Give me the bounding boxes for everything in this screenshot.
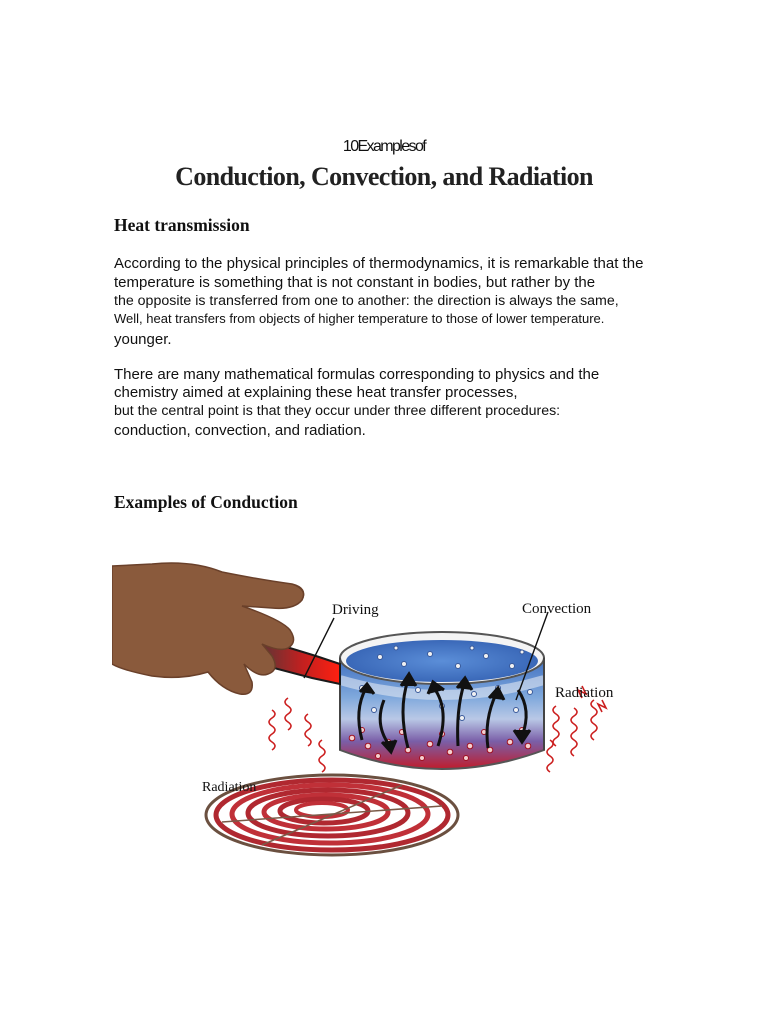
radiation-label-right: Radiation: [555, 685, 614, 701]
paragraph-line: but the central point is that they occur under three different procedures:: [114, 403, 561, 419]
radiation-label-left: Radiation: [202, 780, 257, 795]
driving-label: Driving: [332, 602, 379, 618]
paragraph-line: younger.: [114, 331, 172, 348]
heat-transmission-paragraph-2: [114, 366, 674, 440]
document-title: Conduction, Convection, and Radiation: [175, 162, 593, 191]
examples-of-conduction-heading: Examples of Conduction: [114, 492, 298, 512]
paragraph-line: temperature is something that is not constant in bodies, but rather by the: [114, 274, 596, 291]
paragraph-line: chemistry aimed at explaining these heat transfer processes,: [114, 384, 518, 401]
paragraph-line: According to the physical principles of thermodynamics, it is remarkable that the: [114, 255, 644, 272]
paragraph-line: Well, heat transfers from objects of higher temperature to those of lower temperature.: [114, 311, 605, 326]
heat-transfer-illustration: [112, 560, 660, 860]
heat-transmission-heading: Heat transmission: [114, 215, 250, 235]
convection-label: Convection: [522, 601, 592, 617]
heat-transmission-paragraph-1: [114, 254, 674, 350]
document-pre-title: 10Examplesof: [342, 138, 426, 155]
paragraph-line: There are many mathematical formulas corresponding to physics and the: [114, 366, 600, 383]
paragraph-line: the opposite is transferred from one to another: the direction is always the same,: [114, 293, 619, 309]
hand: [112, 563, 304, 694]
paragraph-line: conduction, convection, and radiation.: [114, 422, 366, 439]
